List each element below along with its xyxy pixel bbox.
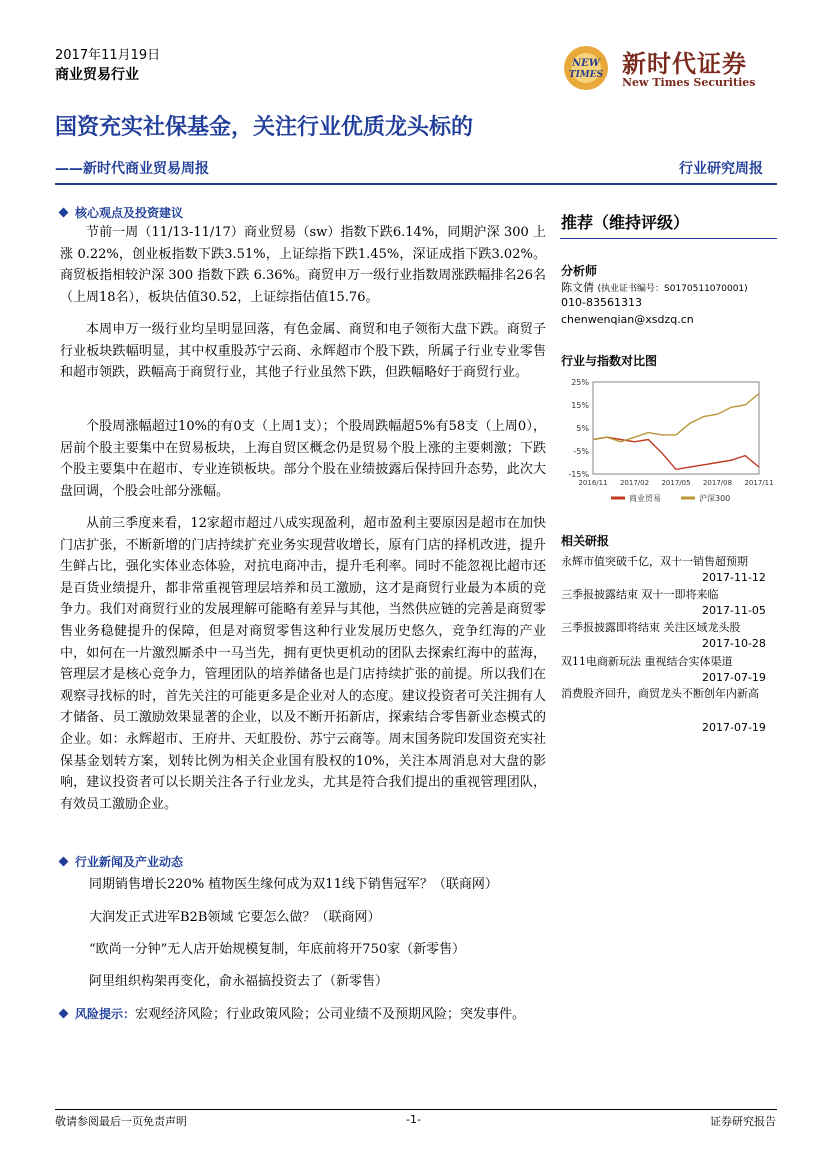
analyst-email[interactable]: chenwenqian@xsdzq.cn — [561, 313, 694, 326]
analyst-cert: (执业证书编号：S0170511070001) — [597, 284, 748, 294]
paragraph-sectors: 本周申万一级行业均呈明显回落，有色金属、商贸和电子领衔大盘下跌。商贸子行业板块跌幅明显，其中权重股苏宁云商、永辉超市个股下跌，所属子行业专业零售和超市领跌，跌幅高于商贸行业，其他子行业虽然下跌，但跌幅略好于商贸行业。 — [60, 322, 546, 381]
core-section-heading: 核心观点及投资建议 — [60, 204, 183, 221]
related-report-date: 2017-07-19 — [702, 671, 766, 684]
diamond-bullet-icon — [59, 208, 69, 218]
x-tick-label: 2017/11 — [744, 479, 774, 487]
industry-name: 商业贸易行业 — [55, 67, 139, 83]
diamond-bullet-icon — [59, 1009, 69, 1019]
analyst-info — [561, 279, 748, 295]
related-report-title[interactable]: 消费股齐回升，商贸龙头不断创年内新高 — [561, 687, 759, 700]
logo-emblem-icon — [556, 42, 616, 94]
risk-label: 风险提示： — [75, 1007, 136, 1021]
company-logo — [556, 40, 776, 98]
analyst-phone: 010-83561313 — [561, 296, 642, 309]
related-report-title[interactable]: 永辉市值突破千亿，双十一销售超预期 — [561, 555, 748, 568]
y-tick-label: 25% — [571, 378, 589, 387]
related-heading: 相关研报 — [561, 534, 610, 548]
report-title: 国资充实社保基金，关注行业优质龙头标的 — [55, 115, 474, 140]
series-line-commerce — [593, 437, 759, 469]
news-item: 大润发正式进军B2B领域 它要怎么做？（联商网） — [89, 910, 381, 925]
news-section-heading: 行业新闻及产业动态 — [60, 853, 183, 870]
news-item: 同期销售增长220% 植物医生缘何成为双11线下销售冠军？（联商网） — [89, 877, 498, 892]
page-number: -1- — [406, 1113, 421, 1126]
related-report-title[interactable]: 双11电商新玩法 重视结合实体渠道 — [561, 655, 733, 668]
document-type: 行业研究周报 — [679, 161, 763, 177]
svg-text:TIMES: TIMES — [568, 70, 604, 80]
related-report-date: 2017-11-12 — [702, 571, 766, 584]
related-report-title[interactable]: 三季报披露即将结束 关注区域龙头股 — [561, 621, 741, 634]
footer-divider — [55, 1109, 777, 1110]
y-tick-label: -15% — [568, 470, 589, 479]
header-divider — [55, 183, 777, 185]
logo-chinese-name: 新时代证券 — [622, 49, 747, 78]
svg-text:NEW: NEW — [572, 58, 600, 69]
x-tick-label: 2017/08 — [702, 479, 733, 487]
analyst-name: 陈文倩 — [561, 281, 594, 294]
chart-heading: 行业与指数对比图 — [561, 354, 658, 368]
related-report-date: 2017-11-05 — [702, 604, 766, 617]
risk-warning — [60, 1003, 546, 1026]
series-line-hs300 — [593, 394, 759, 442]
report-subtitle: ——新时代商业贸易周报 — [55, 161, 209, 177]
legend-label: 商业贸易 — [629, 494, 661, 503]
x-tick-label: 2017/05 — [661, 479, 691, 487]
x-tick-label: 2017/02 — [619, 479, 650, 487]
y-tick-label: -5% — [573, 447, 589, 456]
footer-disclaimer: 敬请参阅最后一页免责声明 — [55, 1115, 187, 1128]
report-date: 2017年11月19日 — [55, 48, 161, 63]
diamond-bullet-icon — [59, 857, 69, 867]
paragraph-outlook: 从前三季度来看，12家超市超过八成实现盈利，超市盈利主要原因是超市在加快门店扩张，不断新增的门店持续扩充业务实现营收增长，原有门店的择机改进，提升生鲜占比，强化实体业态体验，对抗电商冲击，提升毛利率。同时不能忽视比超市还是百货业绩提升，都非常重视管理层培养和员工激励，这才是商贸行业最为本质的竞争力。我们对商贸行业的发展理解可能略有差异与其他，当然供应链的完善是商贸零售业务稳健提升的保障，但是对商贸零售这种行业发展历史悠久，竞争红海的产业中，如何在一片激烈厮杀中一马当先，拥有更快更机动的团队去探索红海中的蓝海，管理层才是核心竞争力，管理团队的培养储备也是门店持续扩张的前提。所以我们在观察寻找标的时，首先关注的可能更多是企业对人的态度。建议投资者可关注拥有人才储备、员工激励效果显著的企业，以及不断开拓新店，探索结合零售新业态模式的企业。如：永辉超市、王府井、天虹股份、苏宁云商等。周末国务院印发国资充实社保基金划转方案，划转比例为相关企业国有股权的10%，关注本周消息对大盘的影响，建议投资者可以长期关注各子行业龙头，尤其是符合我们提出的重视管理团队，有效员工激励企业。 — [60, 516, 546, 812]
news-item: “欧尚一分钟”无人店开始规模复制，年底前将开750家（新零售） — [89, 942, 466, 957]
news-item: 阿里组织构架再变化，俞永福搞投资去了（新零售） — [89, 974, 389, 989]
related-report-date: 2017-10-28 — [702, 637, 766, 650]
analyst-heading: 分析师 — [561, 264, 598, 278]
rating: 推荐（维持评级） — [561, 213, 690, 232]
x-tick-label: 2016/11 — [578, 479, 608, 487]
rating-divider — [560, 238, 777, 239]
paragraph-summary: 节前一周（11/13-11/17）商业贸易（sw）指数下跌6.14%，同期沪深 300 上涨 0.22%，创业板指数下跌3.51%，上证综指下跌1.45%，深证成指下跌3.02%。商贸板指相较沪深 300 指数下跌 6.36%。商贸申万一级行业指数周涨跌幅排名26名（上周18名），板块估值30.52，上证综指估值15.76。 — [60, 225, 546, 305]
footer-report-type: 证券研究报告 — [710, 1115, 776, 1128]
y-tick-label: 15% — [571, 401, 589, 410]
related-report-date: 2017-07-19 — [702, 721, 766, 734]
y-tick-label: 5% — [576, 424, 589, 433]
paragraph-stocks: 个股周涨幅超过10%的有0支（上周1支）；个股周跌幅超5%有58支（上周0），居前个股主要集中在贸易板块，上海自贸区概念仍是贸易个股上涨的主要刺激；下跌个股主要集中在超市、专业连锁板块。部分个股在业绩披露后保持回升态势，此次大盘回调，个股会吐部分涨幅。 — [60, 419, 546, 499]
logo-english-name: New Times Securities — [622, 76, 756, 89]
risk-text: 宏观经济风险；行业政策风险；公司业绩不及预期风险；突发事件。 — [135, 1007, 526, 1022]
legend-label: 沪深300 — [699, 494, 731, 503]
index-comparison-chart — [561, 374, 777, 514]
related-report-title[interactable]: 三季报披露结束 双十一即将来临 — [561, 588, 719, 601]
chart-plot-area — [593, 382, 759, 474]
